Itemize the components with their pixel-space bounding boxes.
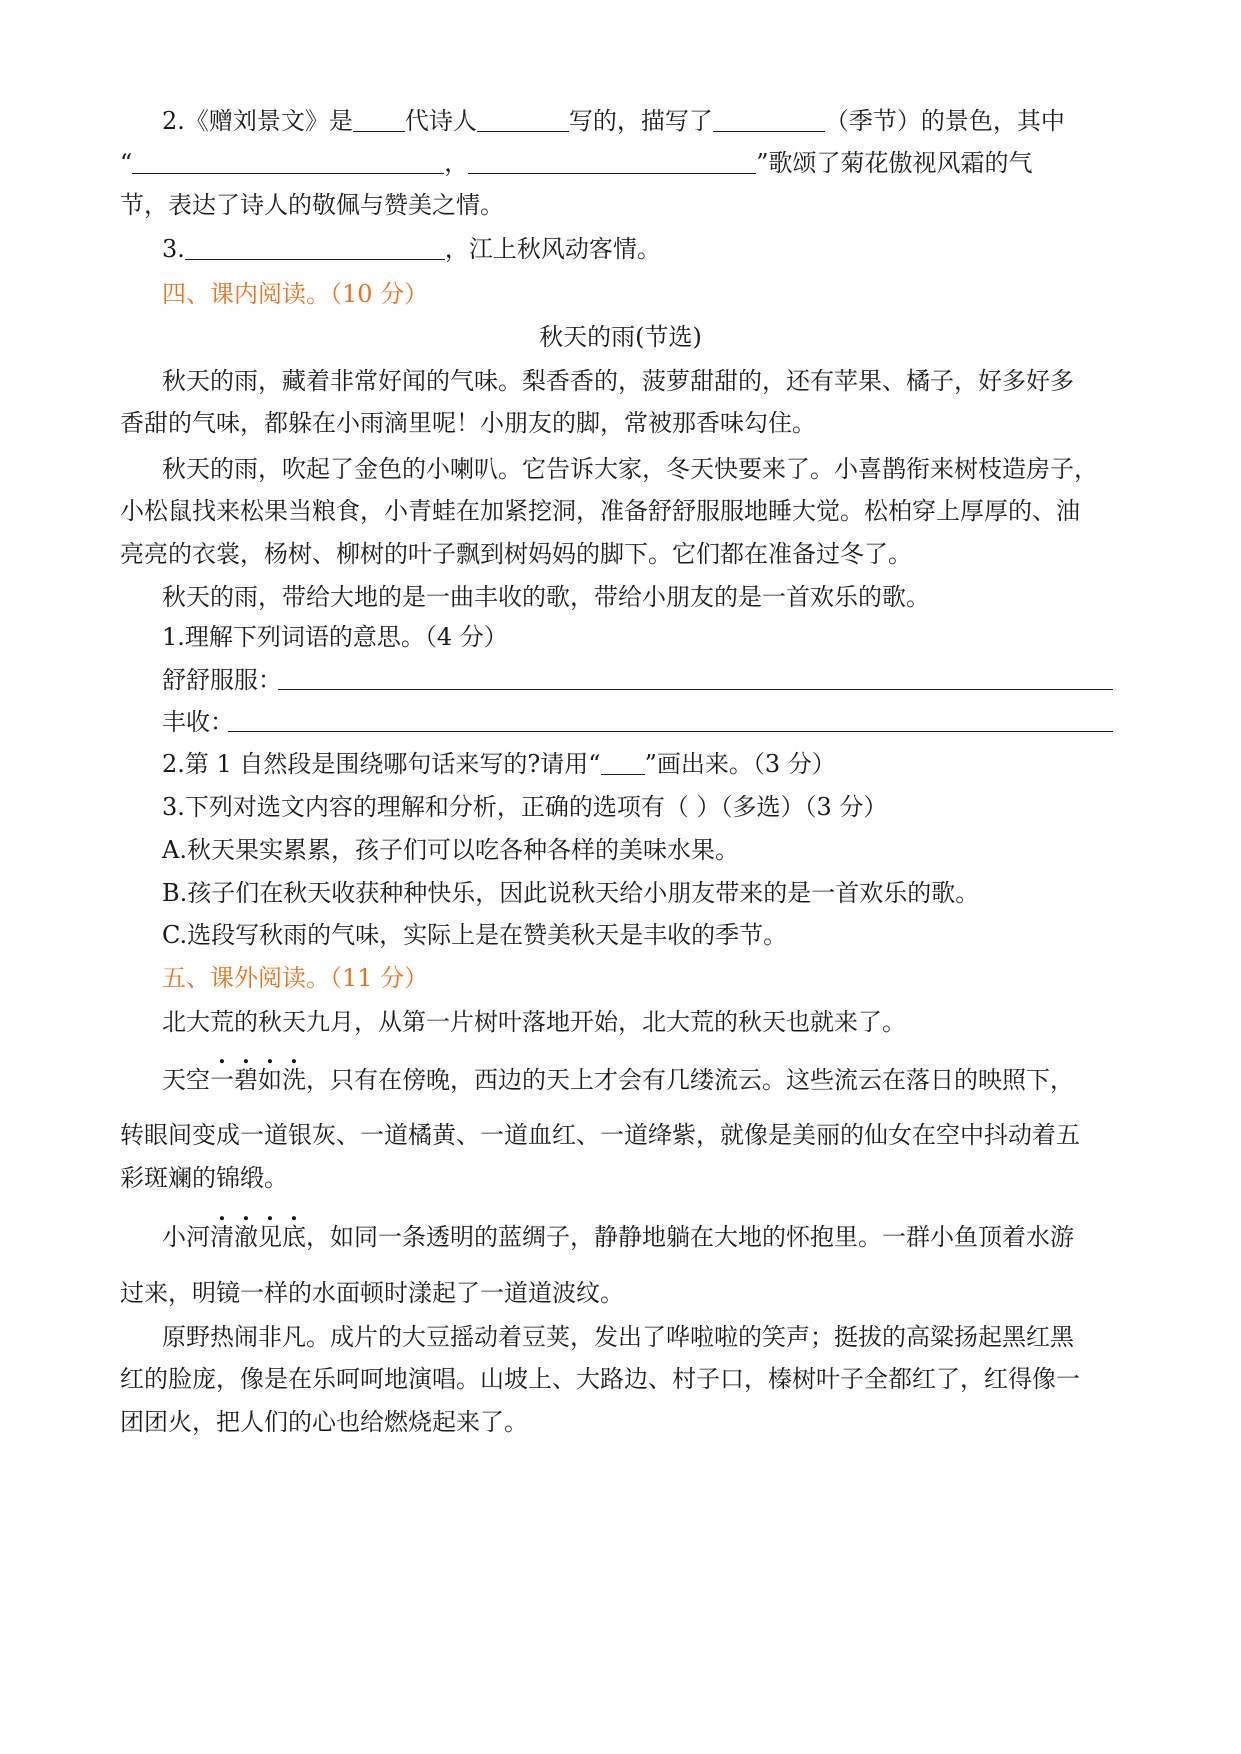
s5-para2-text-post: ，只有在傍晚，西边的天上才会有几缕流云。这些流云在落日的映照下，: [306, 1066, 1074, 1094]
s4-q2: [162, 747, 836, 781]
passage-title: 秋天的雨(节选): [539, 323, 702, 351]
blank-poet[interactable]: [477, 105, 569, 132]
s3-q2-line2: [120, 146, 1033, 180]
s5-para2-text-pre: 天空: [162, 1066, 210, 1094]
s5-para2-line2: 转眼间变成一道银灰、一道橘黄、一道血红、一道绛紫，就像是美丽的仙女在空中抖动着五: [120, 1121, 1080, 1149]
s4-para2-line2: 小松鼠找来松果当粮食，小青蛙在加紧挖洞，准备舒舒服服地睡大觉。松柏穿上厚厚的、油: [120, 497, 1080, 525]
s5-para3-line2: 过来，明镜一样的水面顿时漾起了一道道波纹。: [120, 1279, 624, 1307]
s3-q2-text-2: 代诗人: [404, 107, 477, 135]
s4-q2-text-2: ”画出来。（3 分）: [644, 750, 836, 778]
option-b[interactable]: B.孩子们在秋天收获种种快乐，因此说秋天给小朋友带来的是一首欢乐的歌。: [162, 879, 980, 907]
dotted-char: 碧: [234, 1066, 258, 1094]
s3-q2-text-4: （季节）的景色，其中: [824, 107, 1065, 135]
dotted-char: 底: [282, 1223, 306, 1251]
s5-para1: 北大荒的秋天九月，从第一片树叶落地开始，北大荒的秋天也就来了。: [162, 1008, 906, 1036]
option-a[interactable]: A.秋天果实累累，孩子们可以吃各种各样的美味水果。: [162, 836, 739, 864]
dotted-char: 洗: [282, 1066, 306, 1094]
s4-para1-line1: 秋天的雨，藏着非常好闻的气味。梨香香的，菠萝甜甜的，还有苹果、橘子，好多好多: [162, 367, 1074, 395]
answer-line-1[interactable]: [278, 689, 1113, 690]
answer-line-2[interactable]: [228, 731, 1113, 732]
s4-q3: 3.下列对选文内容的理解和分析，正确的选项有（ ）（多选）（3 分）: [162, 793, 888, 821]
s3-q2-text-7: ”歌颂了菊花傲视风霜的气: [756, 149, 1033, 177]
s3-q2-text-1: 2.《赠刘景文》是: [162, 107, 353, 135]
blank-verse-1[interactable]: [132, 147, 444, 174]
s3-q2-text-5: “: [120, 149, 133, 177]
dotted-char: 清: [210, 1223, 234, 1251]
dotted-char: 一: [210, 1066, 234, 1094]
s5-para2-line3: 彩斑斓的锦缎。: [120, 1164, 288, 1192]
blank-underline-sample: [601, 748, 645, 775]
dotted-char: 见: [258, 1223, 282, 1251]
s4-para2-line1: 秋天的雨，吹起了金色的小喇叭。它告诉大家，冬天快要来了。小喜鹊衔来树枝造房子，: [162, 455, 1098, 483]
s5-para3-text-post: ，如同一条透明的蓝绸子，静静地躺在大地的怀抱里。一群小鱼顶着水游: [306, 1223, 1074, 1251]
s3-q3-text-1: 3.: [162, 235, 185, 263]
blank-verse-2[interactable]: [468, 147, 756, 174]
s3-q2-line1: [162, 104, 1065, 138]
s4-para1-line2: 香甜的气味，都躲在小雨滴里呢！小朋友的脚，常被那香味勾住。: [120, 409, 816, 437]
s3-q2-text-3: 写的，描写了: [568, 107, 713, 135]
s3-q2-line3: 节，表达了诗人的敬佩与赞美之情。: [120, 191, 504, 219]
s4-q1-b-label: 丰收：: [162, 708, 234, 736]
s5-para4-line1: 原野热闹非凡。成片的大豆摇动着豆荚，发出了哗啦啦的笑声；挺拔的高粱扬起黑红黑: [162, 1323, 1074, 1351]
s3-q2-text-6: ，: [444, 149, 469, 177]
dotted-char: 如: [258, 1066, 282, 1094]
s5-para4-line2: 红的脸庞，像是在乐呵呵地演唱。山坡上、大路边、村子口，榛树叶子全都红了，红得像一: [120, 1365, 1080, 1393]
section4-heading: 四、课内阅读。（10 分）: [162, 280, 429, 308]
s3-q3-text-2: ，江上秋风动客情。: [444, 235, 661, 263]
s4-q2-text-1: 2.第 1 自然段是围绕哪句话来写的?请用“: [162, 750, 601, 778]
s4-q1-a-label: 舒舒服服：: [162, 666, 282, 694]
s4-para3: 秋天的雨，带给大地的是一曲丰收的歌，带给小朋友的是一首欢乐的歌。: [162, 583, 930, 611]
blank-season[interactable]: [713, 105, 825, 132]
s5-para2-line1: [162, 1063, 1074, 1097]
s5-para4-line3: 团团火，把人们的心也给燃烧起来了。: [120, 1408, 528, 1436]
s3-q3-line: [162, 232, 661, 266]
section5-heading: 五、课外阅读。（11 分）: [162, 964, 429, 992]
blank-verse-3[interactable]: [185, 233, 445, 260]
blank-dynasty[interactable]: [353, 105, 405, 132]
dotted-word-2: [210, 1223, 306, 1251]
dotted-char: 澈: [234, 1223, 258, 1251]
s4-para2-line3: 亮亮的衣裳，杨树、柳树的叶子飘到树妈妈的脚下。它们都在准备过冬了。: [120, 540, 912, 568]
s5-para3-text-pre: 小河: [162, 1223, 210, 1251]
dotted-word-1: [210, 1066, 306, 1094]
s4-q1: 1.理解下列词语的意思。（4 分）: [162, 623, 508, 651]
option-c[interactable]: C.选段写秋雨的气味，实际上是在赞美秋天是丰收的季节。: [162, 921, 788, 949]
s5-para3-line1: [162, 1220, 1074, 1254]
